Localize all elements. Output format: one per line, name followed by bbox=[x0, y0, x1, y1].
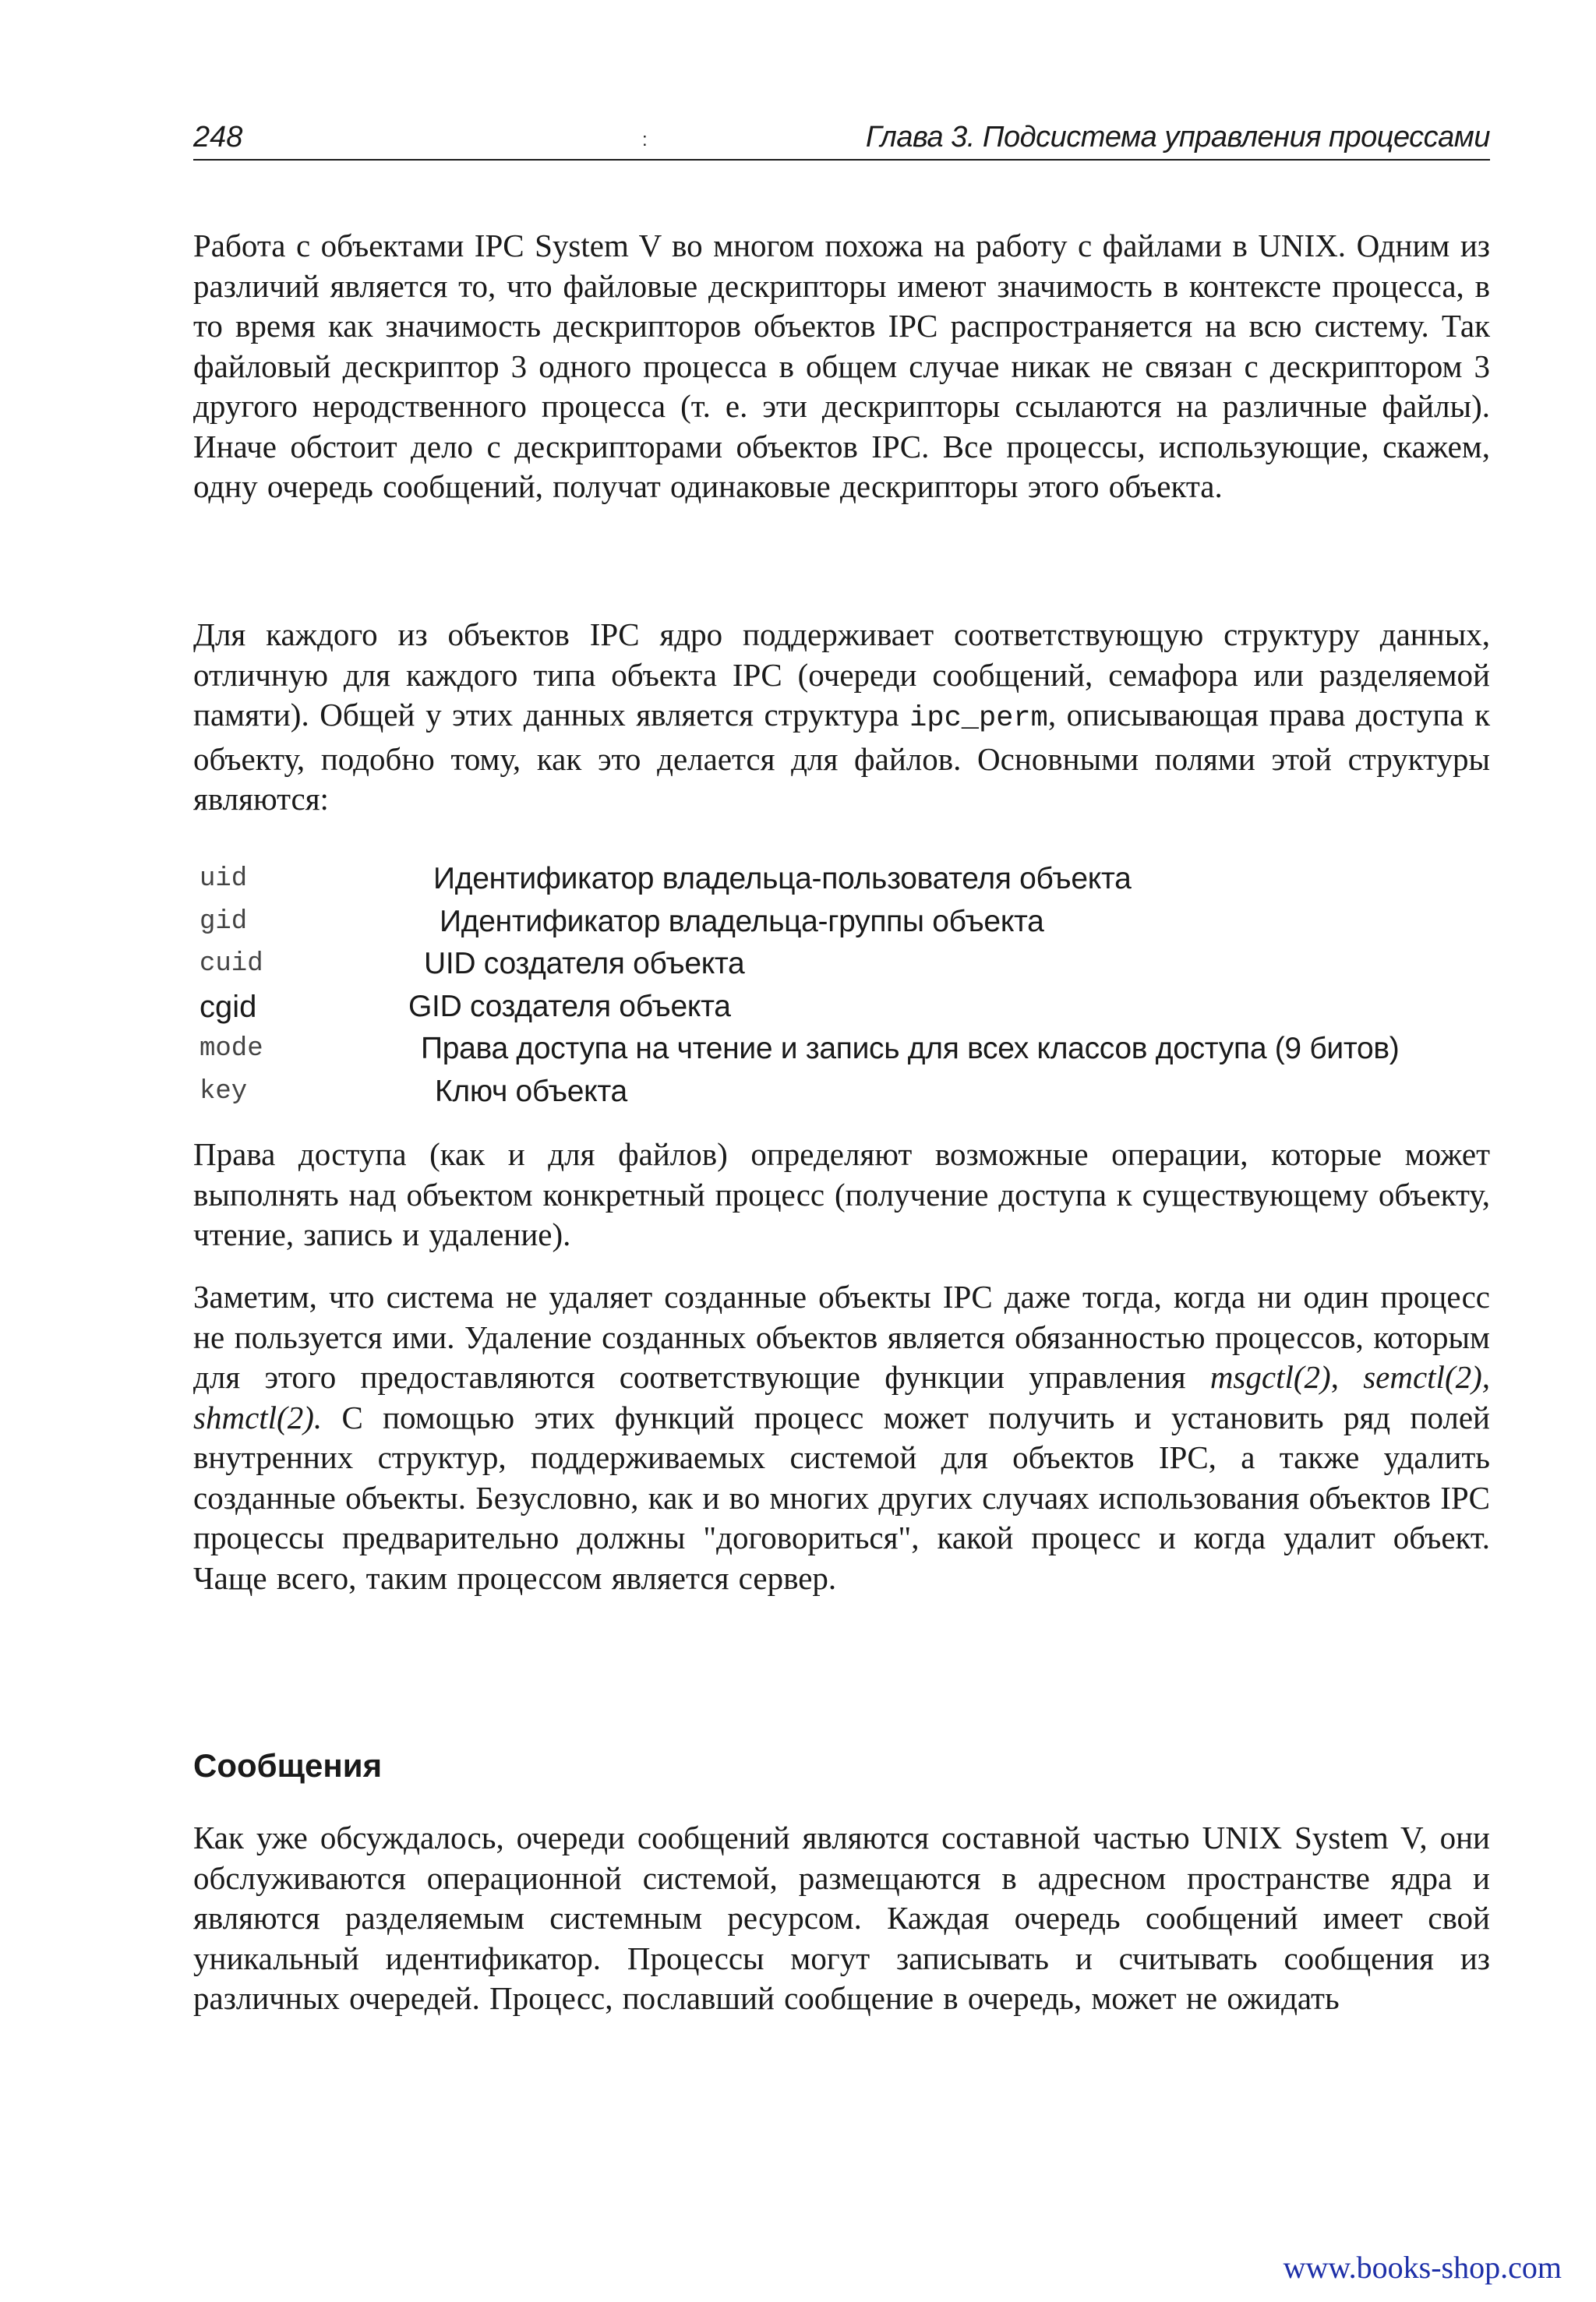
paragraph-ipc-structure bbox=[193, 615, 1490, 820]
field-row-mode bbox=[193, 1028, 1518, 1070]
paragraph-object-removal bbox=[193, 1277, 1490, 1598]
field-description: Идентификатор владельца-пользователя объекта bbox=[433, 862, 1132, 895]
field-row-cgid bbox=[193, 986, 1518, 1028]
paragraph-text: С помощью этих функций процесс может получить и установить ряд полей внутренних структур, поддерживаемых системой для объектов IPC, а также удалить созданные объекты. Безусловно, как и во многих других случаях использования объектов IPC процессы предварительно должны "договориться", какой процесс и когда удалит объект. Чаще всего, таким процессом является сервер. bbox=[193, 1399, 1490, 1596]
paragraph-access-rights: Права доступа (как и для файлов) определяют возможные операции, которые может выполнять над объектом конкретный процесс (получение доступа к существующему объекту, чтение, запись и удаление). bbox=[193, 1136, 1490, 1252]
field-name: gid bbox=[200, 907, 248, 937]
page-number: 248 bbox=[193, 121, 243, 154]
field-name: cuid bbox=[200, 949, 263, 979]
paragraph-text: Заметим, что система не удаляет созданные объекты IPC даже тогда, когда ни один процесс не пользуется ими. Удаление созданных объектов является обязанностью процессов, которым для этого предоставляются соответствующие функции управления bbox=[193, 1279, 1490, 1395]
field-description: Ключ объекта bbox=[435, 1075, 627, 1108]
field-name: key bbox=[200, 1077, 248, 1107]
field-name: uid bbox=[200, 864, 248, 894]
ipc-perm-code: ipc_perm bbox=[909, 702, 1048, 735]
section-heading-messages: Сообщения bbox=[193, 1747, 383, 1784]
field-row-key bbox=[193, 1071, 1518, 1113]
paragraph-text: Для каждого из объектов IPC ядро поддерживает соответствующую структуру данных, отличную для каждого типа объекта IPC (очереди сообщений, семафора или разделяемой памяти). Общей у этих данных является структура bbox=[193, 616, 1490, 733]
function-shmctl: shmctl(2). bbox=[193, 1399, 323, 1435]
header-rule bbox=[193, 159, 1490, 161]
chapter-title: Глава 3. Подсистема управления процессами bbox=[865, 121, 1490, 154]
paragraph-text: , описывающая права доступа к объекту, подобно тому, как это делается для файлов. Основными полями этой структуры являются: bbox=[193, 697, 1490, 817]
field-description: GID создателя объекта bbox=[408, 990, 731, 1023]
field-row-uid bbox=[193, 858, 1518, 900]
field-row-gid bbox=[193, 901, 1518, 943]
paragraph-text: , bbox=[1330, 1359, 1364, 1395]
paragraph-ipc-intro: Работа с объектами IPC System V во многом похожа на работу с файлами в UNIX. Одним из различий является то, что файловые дескрипторы имеют значимость в контексте процесса, в то время как значимость дескрипторов объектов IPC распространяется на всю систему. Так файловый дескриптор 3 одного процесса в общем случае никак не связан с дескриптором 3 другого неродственного процесса (т. е. эти дескрипторы ссылаются на различные файлы). Иначе обстоит дело с дескрипторами объектов IPC. Все процессы, использующие, скажем, одну очередь сообщений, получат одинаковые дескрипторы этого объекта. bbox=[193, 228, 1490, 504]
function-msgctl: msgctl(2) bbox=[1209, 1359, 1331, 1395]
field-row-cuid bbox=[193, 943, 1518, 985]
watermark-link[interactable]: www.books-shop.com bbox=[1283, 2250, 1562, 2285]
field-description: Права доступа на чтение и запись для всех классов доступа (9 битов) bbox=[421, 1032, 1400, 1065]
field-name: cgid bbox=[200, 990, 257, 1024]
header-separator: : bbox=[642, 129, 648, 150]
field-description: Идентификатор владельца-группы объекта bbox=[440, 905, 1044, 938]
paragraph-message-queues: Как уже обсуждалось, очереди сообщений являются составной частью UNIX System V, они обслуживаются операционной системой, размещаются в адресном пространстве ядра и являются разделяемым системным ресурсом. Каждая очередь сообщений имеет свой уникальный идентификатор. Процессы могут записывать и считывать сообщения из различных очередей. Процесс, пославший сообщение в очередь, может не ожидать bbox=[193, 1820, 1490, 2016]
field-name: mode bbox=[200, 1034, 263, 1064]
running-header bbox=[193, 117, 1490, 164]
function-semctl: semctl(2), bbox=[1363, 1359, 1491, 1395]
field-description: UID создателя объекта bbox=[424, 947, 745, 980]
